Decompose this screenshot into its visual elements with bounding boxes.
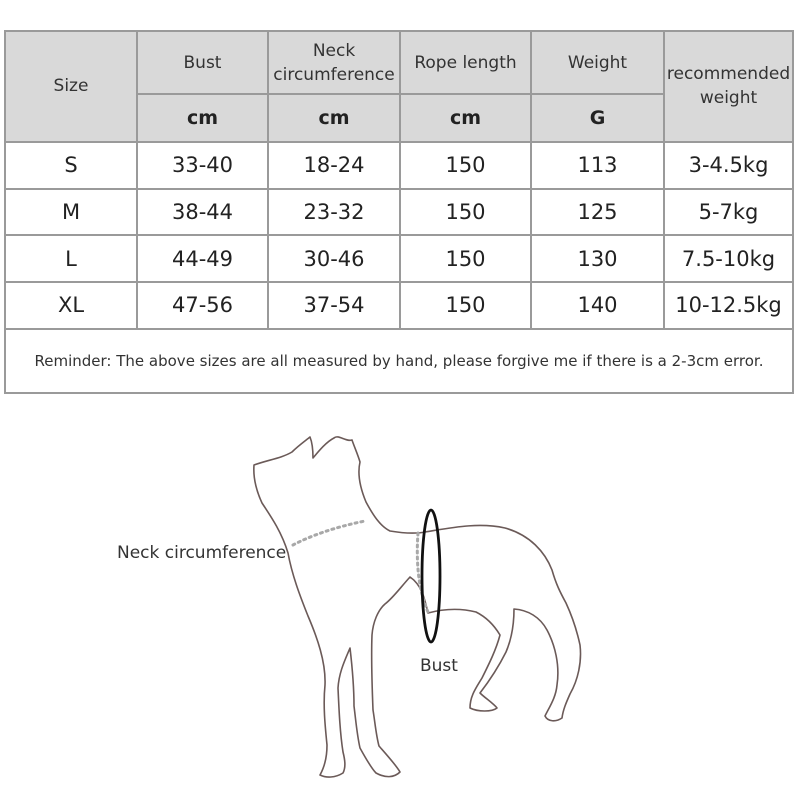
- neck-measure-line: [293, 521, 365, 545]
- cell-recommended: 5-7kg: [664, 189, 793, 235]
- dog-outline: [254, 437, 581, 777]
- neck-circumference-label: Neck circumference: [117, 543, 287, 563]
- unit-bust: cm: [137, 94, 268, 141]
- table-row: [5, 282, 793, 328]
- dog-measurement-diagram: [0, 400, 800, 800]
- cell-weight: 113: [531, 142, 664, 189]
- cell-bust: 33-40: [137, 142, 268, 189]
- cell-weight: 140: [531, 282, 664, 328]
- unit-neck: cm: [268, 94, 400, 141]
- header-recommended-weight: recommended weight: [664, 31, 793, 142]
- cell-neck: 23-32: [268, 189, 400, 235]
- cell-bust: 47-56: [137, 282, 268, 328]
- cell-weight: 125: [531, 189, 664, 235]
- header-weight: Weight: [531, 31, 664, 94]
- cell-recommended: 3-4.5kg: [664, 142, 793, 189]
- header-size: Size: [5, 31, 137, 142]
- table-row: [5, 189, 793, 235]
- cell-size: XL: [5, 282, 137, 328]
- unit-rope: cm: [400, 94, 531, 141]
- cell-rope: 150: [400, 235, 531, 282]
- cell-rope: 150: [400, 142, 531, 189]
- cell-neck: 37-54: [268, 282, 400, 328]
- reminder-note: Reminder: The above sizes are all measured by hand, please forgive me if there is a 2-3cm error.: [5, 329, 793, 393]
- cell-size: M: [5, 189, 137, 235]
- cell-recommended: 10-12.5kg: [664, 282, 793, 328]
- dog-illustration: [0, 400, 800, 800]
- cell-weight: 130: [531, 235, 664, 282]
- table-row: [5, 142, 793, 189]
- bust-label: Bust: [420, 656, 458, 676]
- cell-size: L: [5, 235, 137, 282]
- cell-rope: 150: [400, 189, 531, 235]
- size-chart-table: [4, 30, 794, 394]
- header-rope-length: Rope length: [400, 31, 531, 94]
- cell-bust: 44-49: [137, 235, 268, 282]
- cell-rope: 150: [400, 282, 531, 328]
- cell-bust: 38-44: [137, 189, 268, 235]
- bust-ring: [422, 510, 440, 642]
- cell-recommended: 7.5-10kg: [664, 235, 793, 282]
- table-row: [5, 235, 793, 282]
- cell-size: S: [5, 142, 137, 189]
- unit-weight: G: [531, 94, 664, 141]
- header-neck-circumference: Neck circumference: [268, 31, 400, 94]
- cell-neck: 18-24: [268, 142, 400, 189]
- cell-neck: 30-46: [268, 235, 400, 282]
- header-bust: Bust: [137, 31, 268, 94]
